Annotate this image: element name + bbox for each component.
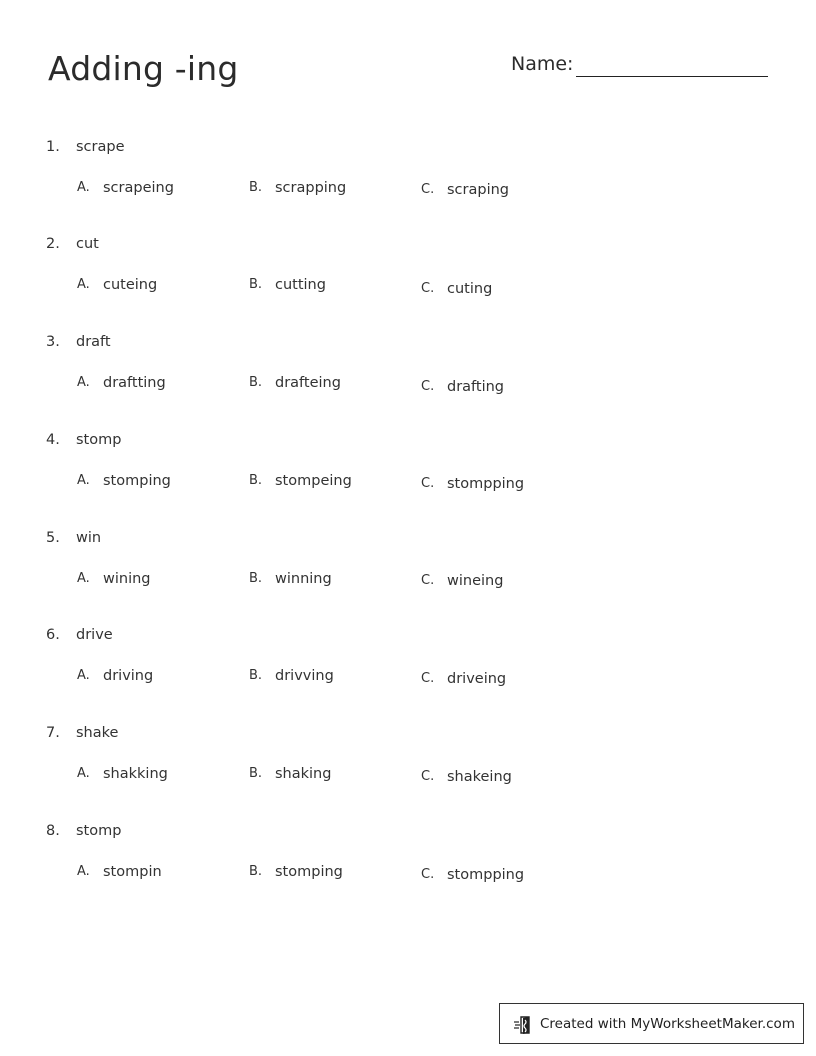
option-letter: B. xyxy=(249,864,263,879)
option-text: shaking xyxy=(275,766,332,782)
option-text: stomping xyxy=(103,473,171,489)
option-text: scraping xyxy=(447,182,510,198)
option-letter: A. xyxy=(77,864,90,879)
question-number: 8. xyxy=(46,823,60,839)
option-text: wining xyxy=(103,571,151,587)
option-letter: C. xyxy=(421,281,435,296)
option-text: shakeing xyxy=(447,769,512,785)
option-letter: A. xyxy=(77,180,90,195)
option-text: stompeing xyxy=(275,473,352,489)
question-word: cut xyxy=(76,236,99,252)
option-letter: A. xyxy=(77,473,90,488)
option-letter: A. xyxy=(77,668,90,683)
option-text: stompping xyxy=(447,476,525,492)
option-letter: A. xyxy=(77,766,90,781)
option-text: drafting xyxy=(447,379,505,395)
option-text: drafteing xyxy=(275,375,341,391)
option-text: scrapping xyxy=(275,180,347,196)
option-text: shakking xyxy=(103,766,168,782)
question-word: win xyxy=(76,530,102,546)
option-text: driving xyxy=(103,668,154,684)
option-text: scrapeing xyxy=(103,180,174,196)
question-4 xyxy=(0,430,816,510)
option-text: stomping xyxy=(275,864,343,880)
page-title: Adding -ing xyxy=(48,49,239,88)
question-number: 3. xyxy=(46,334,60,350)
option-text: wineing xyxy=(447,573,504,589)
option-text: cuteing xyxy=(103,277,158,293)
option-letter: B. xyxy=(249,180,263,195)
option-letter: C. xyxy=(421,182,435,197)
question-number: 2. xyxy=(46,236,60,252)
question-2 xyxy=(0,234,816,314)
option-letter: B. xyxy=(249,668,263,683)
question-number: 5. xyxy=(46,530,60,546)
question-7 xyxy=(0,723,816,803)
question-word: draft xyxy=(76,334,111,350)
question-number: 7. xyxy=(46,725,60,741)
question-3 xyxy=(0,332,816,412)
option-letter: B. xyxy=(249,277,263,292)
option-letter: C. xyxy=(421,476,435,491)
option-text: stompping xyxy=(447,867,525,883)
option-letter: A. xyxy=(77,375,90,390)
question-6 xyxy=(0,625,816,705)
question-number: 6. xyxy=(46,627,60,643)
option-text: draftting xyxy=(103,375,166,391)
option-text: cuting xyxy=(447,281,493,297)
question-word: scrape xyxy=(76,139,125,155)
question-8 xyxy=(0,821,816,901)
question-word: stomp xyxy=(76,823,122,839)
option-text: drivving xyxy=(275,668,334,684)
option-text: driveing xyxy=(447,671,507,687)
option-letter: C. xyxy=(421,671,435,686)
option-letter: C. xyxy=(421,379,435,394)
worksheet-maker-logo-icon xyxy=(513,1014,535,1036)
question-number: 1. xyxy=(46,139,60,155)
footer-credit-text: Created with MyWorksheetMaker.com xyxy=(540,1016,795,1032)
option-letter: C. xyxy=(421,769,435,784)
option-letter: B. xyxy=(249,375,263,390)
question-5 xyxy=(0,528,816,608)
option-text: winning xyxy=(275,571,332,587)
option-letter: A. xyxy=(77,277,90,292)
question-1 xyxy=(0,137,816,217)
option-letter: C. xyxy=(421,573,435,588)
question-word: stomp xyxy=(76,432,122,448)
question-word: drive xyxy=(76,627,113,643)
question-number: 4. xyxy=(46,432,60,448)
footer-credit-box xyxy=(499,1003,804,1044)
option-letter: C. xyxy=(421,867,435,882)
option-letter: B. xyxy=(249,766,263,781)
option-text: cutting xyxy=(275,277,326,293)
option-letter: B. xyxy=(249,571,263,586)
name-blank-line xyxy=(576,76,768,77)
option-letter: A. xyxy=(77,571,90,586)
question-word: shake xyxy=(76,725,119,741)
name-label: Name: xyxy=(511,53,574,75)
option-text: stompin xyxy=(103,864,162,880)
name-field xyxy=(511,51,771,79)
option-letter: B. xyxy=(249,473,263,488)
